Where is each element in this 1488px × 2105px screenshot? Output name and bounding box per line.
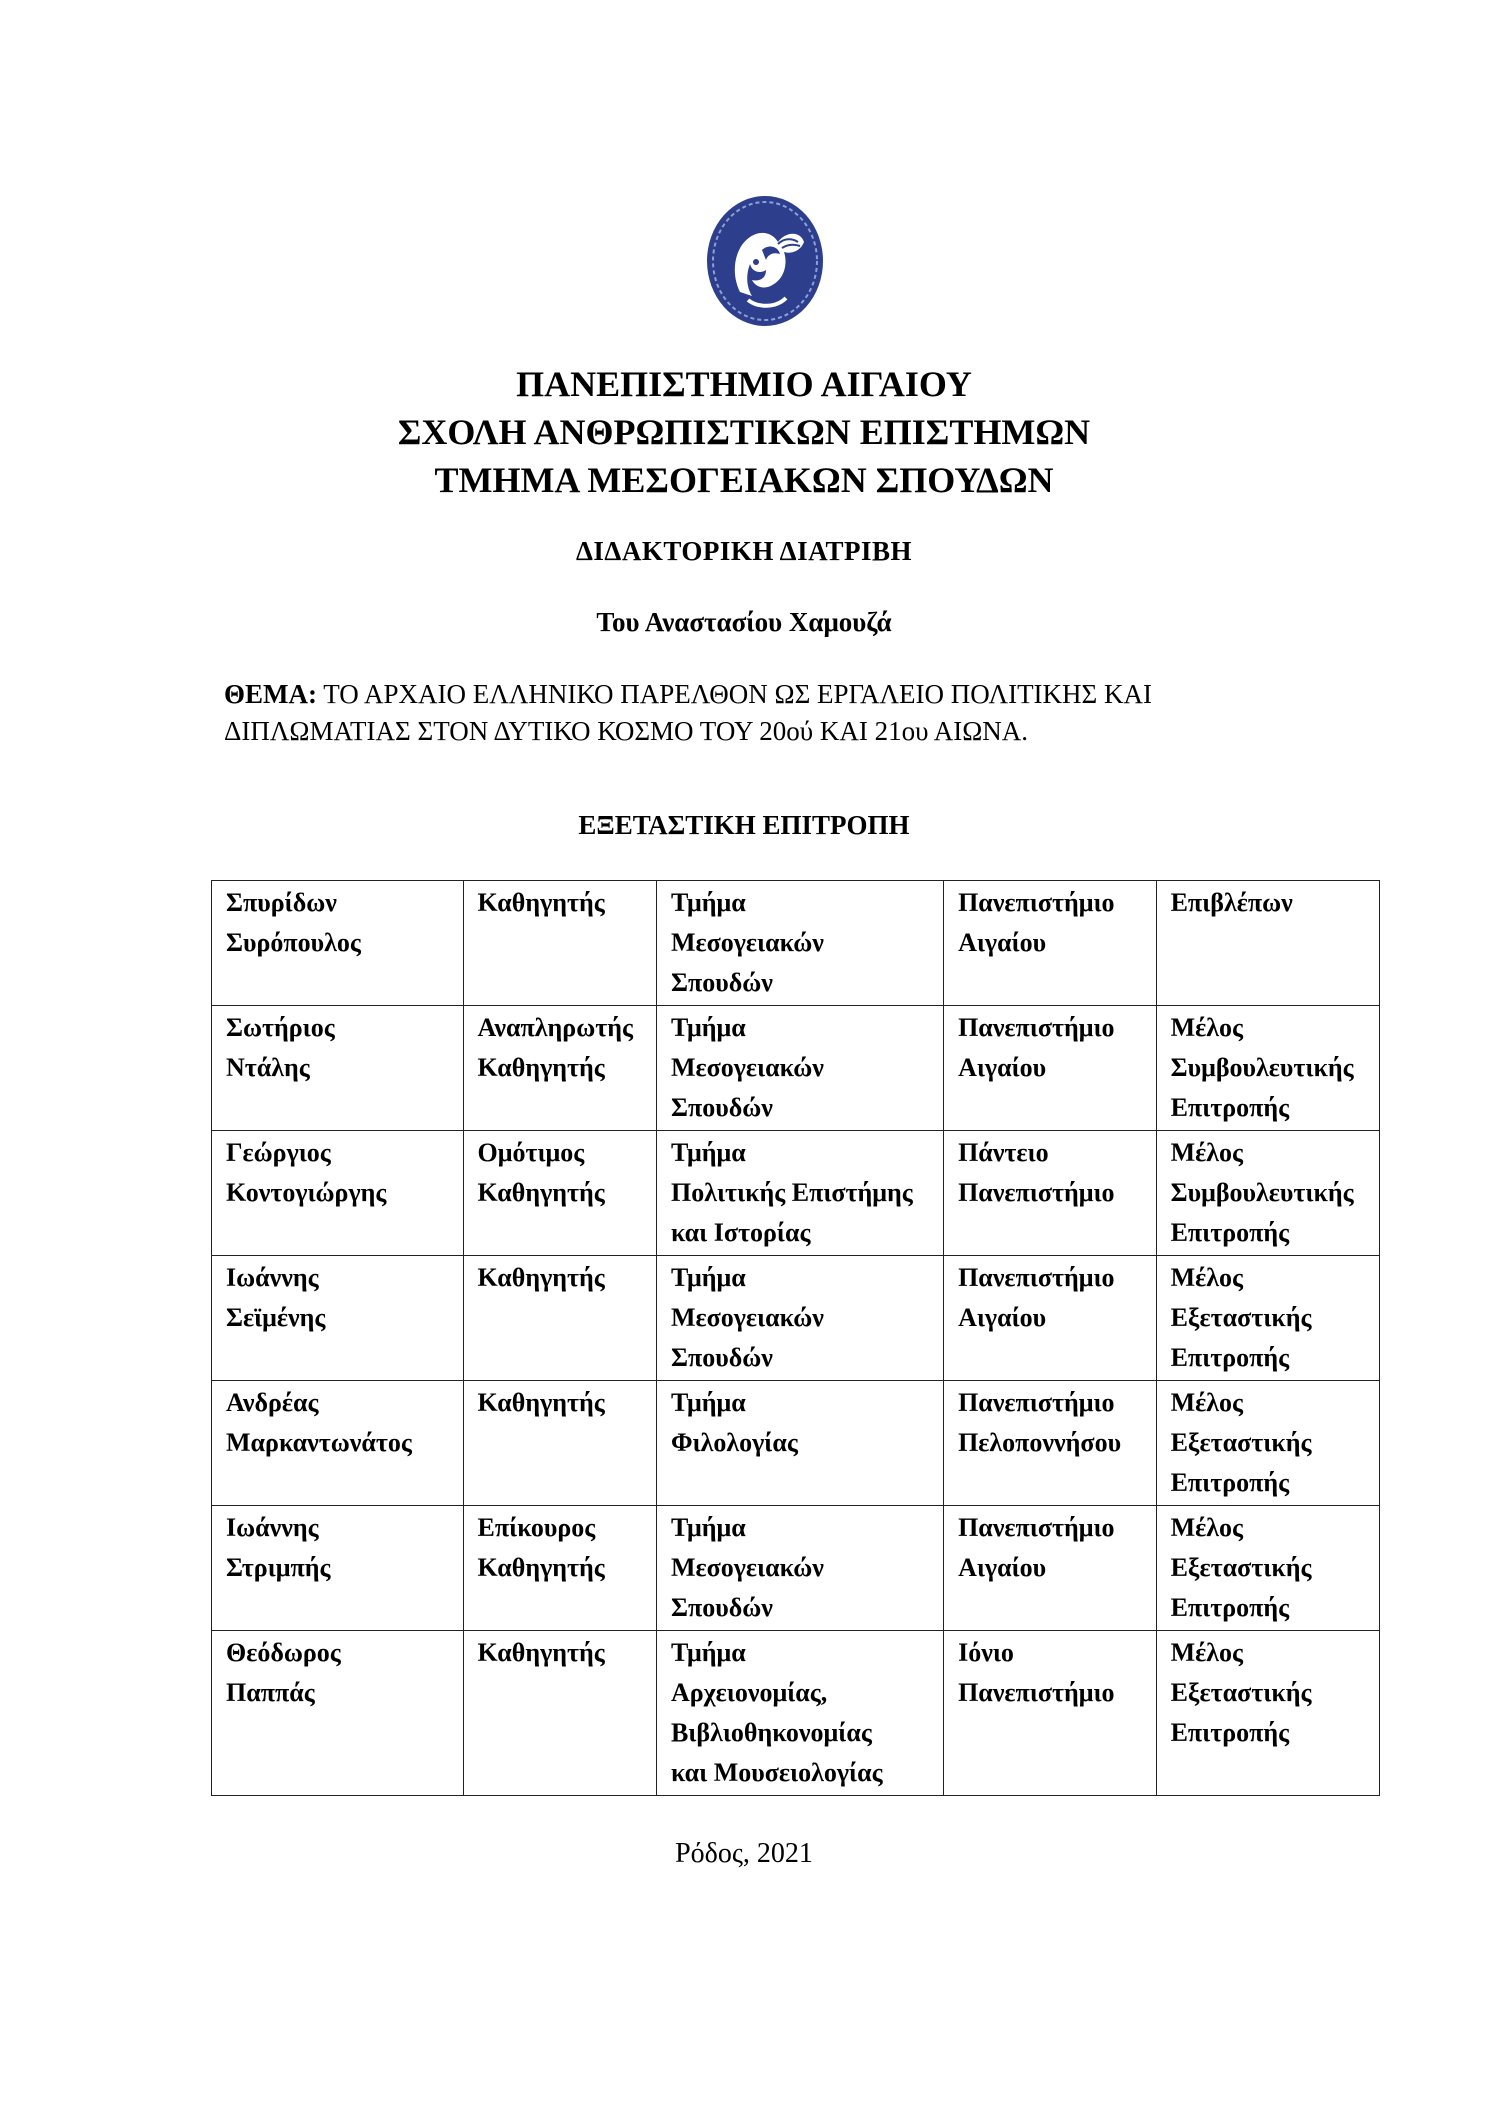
institution-header bbox=[0, 360, 1488, 504]
name-line: Κοντογιώργης bbox=[226, 1178, 387, 1207]
department-name: ΤΜΗΜΑ ΜΕΣΟΓΕΙΑΚΩΝ ΣΠΟΥΔΩΝ bbox=[434, 460, 1054, 500]
committee-table bbox=[211, 880, 1380, 1796]
university-line: Αιγαίου bbox=[958, 1303, 1047, 1332]
university-line: Πανεπιστήμιο bbox=[958, 1013, 1115, 1042]
name-line: Σπυρίδων bbox=[226, 888, 337, 917]
university-line: Πανεπιστήμιο bbox=[958, 1388, 1115, 1417]
department-line: Μεσογειακών bbox=[670, 928, 824, 957]
cell-name bbox=[212, 881, 464, 1006]
rank-line: Ομότιμος bbox=[477, 1138, 585, 1167]
role-line: Επιτροπής bbox=[1170, 1093, 1290, 1122]
subject-line-2: ΔΙΠΛΩΜΑΤΙΑΣ ΣΤΟΝ ΔΥΤΙΚΟ ΚΟΣΜΟ ΤΟΥ 20ού ΚΑΙ 21ου ΑΙΩΝΑ. bbox=[224, 716, 1029, 746]
cell-name bbox=[212, 1131, 464, 1256]
department-line: Βιβλιοθηκονομίας bbox=[670, 1718, 872, 1747]
role-line: Μέλος bbox=[1170, 1263, 1243, 1292]
committee-title: ΕΞΕΤΑΣΤΙΚΗ ΕΠΙΤΡΟΠΗ bbox=[578, 810, 910, 840]
cell-university bbox=[944, 1506, 1157, 1631]
role-line: Επιτροπής bbox=[1170, 1343, 1290, 1372]
cell-role bbox=[1156, 881, 1379, 1006]
name-line: Ντάλης bbox=[226, 1053, 310, 1082]
cell-university bbox=[944, 1131, 1157, 1256]
university-line: Πανεπιστήμιο bbox=[958, 1178, 1115, 1207]
cell-role bbox=[1156, 1131, 1379, 1256]
university-line: Πανεπιστήμιο bbox=[958, 1513, 1115, 1542]
university-line: Πανεπιστήμιο bbox=[958, 1678, 1115, 1707]
cell-name bbox=[212, 1381, 464, 1506]
department-line: Σπουδών bbox=[670, 1093, 773, 1122]
university-line: Αιγαίου bbox=[958, 1053, 1047, 1082]
cell-university bbox=[944, 1256, 1157, 1381]
cell-department bbox=[656, 1631, 943, 1796]
role-line: Επιβλέπων bbox=[1170, 888, 1293, 917]
cell-department bbox=[656, 881, 943, 1006]
name-line: Ιωάννης bbox=[226, 1263, 319, 1292]
name-line: Παππάς bbox=[226, 1678, 315, 1707]
cell-name bbox=[212, 1631, 464, 1796]
table-row bbox=[212, 1506, 1380, 1631]
role-line: Επιτροπής bbox=[1170, 1593, 1290, 1622]
department-line: Τμήμα bbox=[670, 1263, 746, 1292]
rank-line: Καθηγητής bbox=[477, 1388, 605, 1417]
university-line: Αιγαίου bbox=[958, 1553, 1047, 1582]
name-line: Μαρκαντωνάτος bbox=[226, 1428, 412, 1457]
rank-line: Επίκουρος bbox=[477, 1513, 596, 1542]
rank-line: Καθηγητής bbox=[477, 1638, 605, 1667]
role-line: Μέλος bbox=[1170, 1513, 1243, 1542]
place-date: Ρόδος, 2021 bbox=[675, 1838, 813, 1869]
table-row bbox=[212, 1631, 1380, 1796]
role-line: Επιτροπής bbox=[1170, 1468, 1290, 1497]
role-line: Συμβουλευτικής bbox=[1170, 1053, 1354, 1082]
cell-university bbox=[944, 1006, 1157, 1131]
university-seal-logo bbox=[700, 192, 830, 330]
subject-label: ΘΕΜΑ: bbox=[224, 679, 317, 709]
department-line: Σπουδών bbox=[670, 1593, 773, 1622]
school-name: ΣΧΟΛΗ ΑΝΘΡΩΠΙΣΤΙΚΩΝ ΕΠΙΣΤΗΜΩΝ bbox=[397, 412, 1091, 452]
university-line: Πάντειο bbox=[958, 1138, 1049, 1167]
university-name: ΠΑΝΕΠΙΣΤΗΜΙΟ ΑΙΓΑΙΟΥ bbox=[516, 364, 972, 404]
department-line: Αρχειονομίας, bbox=[670, 1678, 828, 1707]
university-line: Ιόνιο bbox=[958, 1638, 1014, 1667]
seal-icon bbox=[700, 192, 830, 330]
subject-line-1: ΤΟ ΑΡΧΑΙΟ ΕΛΛΗΝΙΚΟ ΠΑΡΕΛΘΟΝ ΩΣ ΕΡΓΑΛΕΙΟ ΠΟΛΙΤΙΚΗΣ ΚΑΙ bbox=[323, 679, 1152, 709]
department-line: Τμήμα bbox=[670, 1013, 746, 1042]
cell-name bbox=[212, 1256, 464, 1381]
department-line: Μεσογειακών bbox=[670, 1053, 824, 1082]
department-line: Σπουδών bbox=[670, 1343, 773, 1372]
rank-line: Καθηγητής bbox=[477, 888, 605, 917]
role-line: Επιτροπής bbox=[1170, 1218, 1290, 1247]
department-line: Τμήμα bbox=[670, 1138, 746, 1167]
department-line: και Ιστορίας bbox=[670, 1218, 811, 1247]
table-row bbox=[212, 1381, 1380, 1506]
cell-role bbox=[1156, 1006, 1379, 1131]
cell-name bbox=[212, 1006, 464, 1131]
role-line: Εξεταστικής bbox=[1170, 1678, 1312, 1707]
name-line: Θεόδωρος bbox=[226, 1638, 341, 1667]
department-line: Τμήμα bbox=[670, 1513, 746, 1542]
role-line: Εξεταστικής bbox=[1170, 1428, 1312, 1457]
cell-university bbox=[944, 881, 1157, 1006]
cell-department bbox=[656, 1131, 943, 1256]
committee-table-body bbox=[212, 881, 1380, 1796]
role-line: Εξεταστικής bbox=[1170, 1303, 1312, 1332]
cell-rank bbox=[463, 1631, 656, 1796]
cell-department bbox=[656, 1381, 943, 1506]
role-line: Εξεταστικής bbox=[1170, 1553, 1312, 1582]
university-line: Αιγαίου bbox=[958, 928, 1047, 957]
department-line: Φιλολογίας bbox=[670, 1428, 798, 1457]
department-line: και Μουσειολογίας bbox=[670, 1758, 883, 1787]
table-row bbox=[212, 1131, 1380, 1256]
department-line: Τμήμα bbox=[670, 1388, 746, 1417]
table-row bbox=[212, 1006, 1380, 1131]
thesis-type: ΔΙΔΑΚΤΟΡΙΚΗ ΔΙΑΤΡΙΒΗ bbox=[576, 536, 912, 566]
cell-role bbox=[1156, 1381, 1379, 1506]
rank-line: Καθηγητής bbox=[477, 1263, 605, 1292]
cell-role bbox=[1156, 1631, 1379, 1796]
rank-line: Καθηγητής bbox=[477, 1053, 605, 1082]
role-line: Μέλος bbox=[1170, 1638, 1243, 1667]
university-line: Πανεπιστήμιο bbox=[958, 888, 1115, 917]
cell-role bbox=[1156, 1506, 1379, 1631]
department-line: Μεσογειακών bbox=[670, 1553, 824, 1582]
department-line: Πολιτικής Επιστήμης bbox=[670, 1178, 913, 1207]
role-line: Μέλος bbox=[1170, 1388, 1243, 1417]
cell-university bbox=[944, 1381, 1157, 1506]
cell-department bbox=[656, 1006, 943, 1131]
cell-department bbox=[656, 1256, 943, 1381]
cell-name bbox=[212, 1506, 464, 1631]
cell-university bbox=[944, 1631, 1157, 1796]
author-line: Του Αναστασίου Χαμουζά bbox=[596, 607, 892, 637]
cell-rank bbox=[463, 1381, 656, 1506]
role-line: Επιτροπής bbox=[1170, 1718, 1290, 1747]
rank-line: Καθηγητής bbox=[477, 1553, 605, 1582]
department-line: Τμήμα bbox=[670, 1638, 746, 1667]
name-line: Γεώργιος bbox=[226, 1138, 331, 1167]
cell-rank bbox=[463, 1256, 656, 1381]
name-line: Ανδρέας bbox=[226, 1388, 319, 1417]
name-line: Ιωάννης bbox=[226, 1513, 319, 1542]
department-line: Τμήμα bbox=[670, 888, 746, 917]
cell-role bbox=[1156, 1256, 1379, 1381]
cell-department bbox=[656, 1506, 943, 1631]
department-line: Μεσογειακών bbox=[670, 1303, 824, 1332]
table-row bbox=[212, 881, 1380, 1006]
role-line: Μέλος bbox=[1170, 1013, 1243, 1042]
name-line: Στριμπής bbox=[226, 1553, 331, 1582]
rank-line: Καθηγητής bbox=[477, 1178, 605, 1207]
cell-rank bbox=[463, 1006, 656, 1131]
department-line: Σπουδών bbox=[670, 968, 773, 997]
cell-rank bbox=[463, 1506, 656, 1631]
cell-rank bbox=[463, 1131, 656, 1256]
table-row bbox=[212, 1256, 1380, 1381]
thesis-subject bbox=[224, 676, 1344, 750]
role-line: Συμβουλευτικής bbox=[1170, 1178, 1354, 1207]
name-line: Συρόπουλος bbox=[226, 928, 361, 957]
university-line: Πανεπιστήμιο bbox=[958, 1263, 1115, 1292]
rank-line: Αναπληρωτής bbox=[477, 1013, 633, 1042]
name-line: Σεϊμένης bbox=[226, 1303, 326, 1332]
role-line: Μέλος bbox=[1170, 1138, 1243, 1167]
name-line: Σωτήριος bbox=[226, 1013, 335, 1042]
cell-rank bbox=[463, 881, 656, 1006]
university-line: Πελοποννήσου bbox=[958, 1428, 1122, 1457]
